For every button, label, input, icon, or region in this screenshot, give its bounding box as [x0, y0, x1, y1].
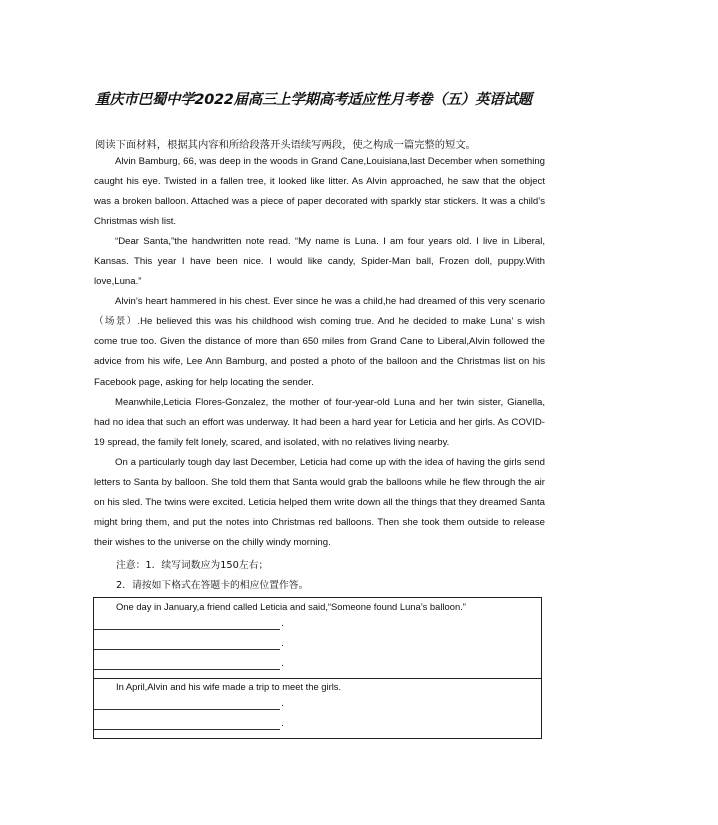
answer-sheet	[93, 597, 542, 739]
writing-line[interactable]	[94, 709, 280, 710]
instruction-text: 阅读下面材料，根据其内容和所给段落开头语续写两段，使之构成一篇完整的短文。	[95, 139, 476, 151]
paragraph: On a particularly tough day last December, Leticia had come up with the idea of having the girls send letters to Santa by balloon. She told them that Santa would grab the balloons while he flew through the air on his sled. The twins were excited. Leticia helped them write down all the things that they dreamed Santa might bring them, and put the notes into Christmas red balloons. Then she took them outside to release their wishes to the universe on the chilly windy morning.	[94, 456, 545, 548]
line-end-mark: .	[281, 699, 284, 709]
page-title: 重庆市巴蜀中学2022届高三上学期高考适应性月考卷（五）英语试题	[95, 92, 532, 108]
line-end-mark: .	[281, 659, 284, 669]
writing-line[interactable]	[94, 629, 280, 630]
writing-line[interactable]	[94, 669, 280, 670]
writing-line[interactable]	[94, 729, 280, 730]
passage	[94, 152, 545, 553]
line-end-mark: .	[281, 619, 284, 629]
note-word-count: 注意：1．续写词数应为150左右；	[116, 560, 269, 571]
paragraph: Alvin Bamburg, 66, was deep in the woods in Grand Cane,Louisiana,last December when something caught his eye. Twisted in a fallen tree, it looked like litter. As Alvin approached, he saw that the object was a broken balloon. Attached was a piece of paper decorated with sparkly star stickers. It was a child’s Christmas wish list.	[94, 156, 545, 228]
paragraph-prompt-2: In April,Alvin and his wife made a trip to meet the girls.	[116, 681, 342, 692]
line-end-mark: .	[281, 639, 284, 649]
paragraph: “Dear Santa,”the handwritten note read. “My name is Luna. I am four years old. I live in Liberal, Kansas. This year I have been nice. I would like candy, Spider-Man ball, Frozen doll, puppy.With love,Luna.”	[94, 236, 545, 288]
line-end-mark: .	[281, 719, 284, 729]
paragraph-prompt-1: One day in January,a friend called Leticia and said,“Someone found Luna’s balloon.”	[116, 601, 466, 612]
paragraph: Alvin’s heart hammered in his chest. Ever since he was a child,he had dreamed of this very scenario（场景）.He believed this was his childhood wish coming true. And he decided to make Luna’ s wish come true too. Given the distance of more than 650 miles from Grand Cane to Liberal,Alvin followed the advice from his wife, Lee Ann Bamburg, and posted a photo of the balloon and the Christmas list on his Facebook page, asking for help locating the sender.	[94, 296, 545, 388]
note-format: 2．请按如下格式在答题卡的相应位置作答。	[116, 580, 309, 591]
paragraph: Meanwhile,Leticia Flores-Gonzalez, the mother of four-year-old Luna and her twin sister, Gianella, had no idea that such an effort was underway. It had been a hard year for Leticia and her girls. As COVID-19 spread, the family felt lonely, scared, and isolated, with no relatives living nearby.	[94, 396, 545, 448]
section-divider	[94, 678, 541, 679]
writing-line[interactable]	[94, 649, 280, 650]
